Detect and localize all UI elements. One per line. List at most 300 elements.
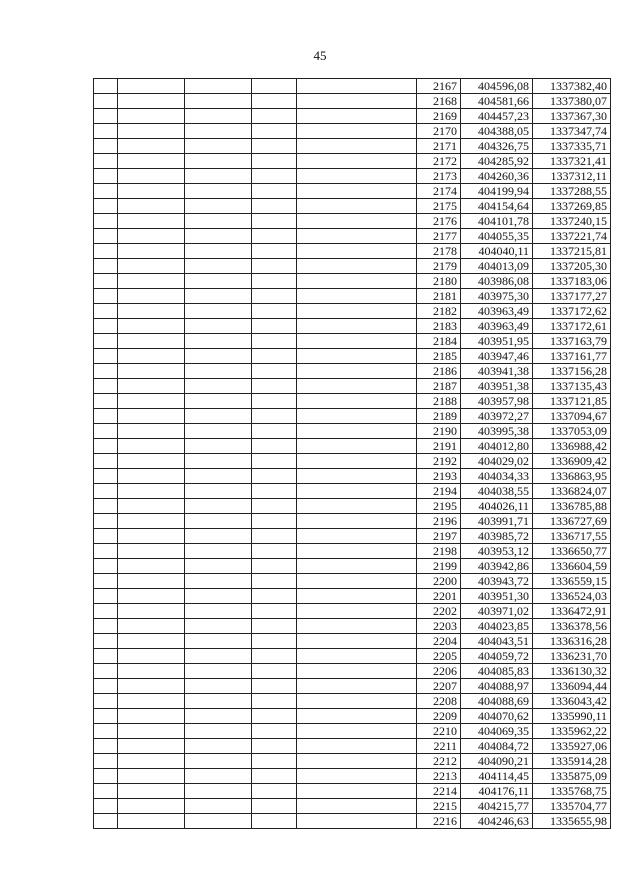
- empty-cell: [297, 94, 417, 109]
- empty-cell: [94, 334, 118, 349]
- y-coordinate-cell: 1337215,81: [533, 244, 611, 259]
- empty-cell: [185, 739, 252, 754]
- empty-cell: [252, 289, 297, 304]
- empty-cell: [252, 544, 297, 559]
- empty-cell: [252, 619, 297, 634]
- x-coordinate-cell: 404260,36: [461, 169, 533, 184]
- table-row: [94, 274, 611, 289]
- point-number-cell: 2206: [417, 664, 461, 679]
- x-coordinate-cell: 403986,08: [461, 274, 533, 289]
- point-number-cell: 2194: [417, 484, 461, 499]
- table-row: [94, 364, 611, 379]
- empty-cell: [297, 649, 417, 664]
- table-row: [94, 229, 611, 244]
- empty-cell: [252, 799, 297, 814]
- empty-cell: [118, 409, 185, 424]
- empty-cell: [94, 694, 118, 709]
- empty-cell: [252, 454, 297, 469]
- y-coordinate-cell: 1335768,75: [533, 784, 611, 799]
- x-coordinate-cell: 404069,35: [461, 724, 533, 739]
- empty-cell: [185, 139, 252, 154]
- empty-cell: [185, 559, 252, 574]
- empty-cell: [94, 94, 118, 109]
- empty-cell: [118, 439, 185, 454]
- empty-cell: [185, 289, 252, 304]
- y-coordinate-cell: 1335962,22: [533, 724, 611, 739]
- point-number-cell: 2208: [417, 694, 461, 709]
- empty-cell: [94, 529, 118, 544]
- empty-cell: [94, 319, 118, 334]
- empty-cell: [252, 334, 297, 349]
- empty-cell: [252, 364, 297, 379]
- empty-cell: [185, 199, 252, 214]
- empty-cell: [252, 154, 297, 169]
- point-number-cell: 2185: [417, 349, 461, 364]
- x-coordinate-cell: 404059,72: [461, 649, 533, 664]
- empty-cell: [297, 379, 417, 394]
- y-coordinate-cell: 1336043,42: [533, 694, 611, 709]
- empty-cell: [118, 544, 185, 559]
- table-row: [94, 664, 611, 679]
- x-coordinate-cell: 404090,21: [461, 754, 533, 769]
- x-coordinate-cell: 403975,30: [461, 289, 533, 304]
- empty-cell: [297, 229, 417, 244]
- y-coordinate-cell: 1336094,44: [533, 679, 611, 694]
- empty-cell: [94, 724, 118, 739]
- empty-cell: [252, 259, 297, 274]
- x-coordinate-cell: 403947,46: [461, 349, 533, 364]
- x-coordinate-cell: 404114,45: [461, 769, 533, 784]
- point-number-cell: 2184: [417, 334, 461, 349]
- empty-cell: [94, 604, 118, 619]
- x-coordinate-cell: 403963,49: [461, 319, 533, 334]
- y-coordinate-cell: 1336988,42: [533, 439, 611, 454]
- x-coordinate-cell: 403951,38: [461, 379, 533, 394]
- y-coordinate-cell: 1336472,91: [533, 604, 611, 619]
- y-coordinate-cell: 1335927,06: [533, 739, 611, 754]
- empty-cell: [252, 559, 297, 574]
- table-row: [94, 679, 611, 694]
- empty-cell: [252, 319, 297, 334]
- empty-cell: [297, 769, 417, 784]
- empty-cell: [297, 484, 417, 499]
- empty-cell: [94, 184, 118, 199]
- empty-cell: [185, 334, 252, 349]
- empty-cell: [94, 124, 118, 139]
- x-coordinate-cell: 404388,05: [461, 124, 533, 139]
- empty-cell: [94, 514, 118, 529]
- empty-cell: [252, 469, 297, 484]
- empty-cell: [185, 469, 252, 484]
- table-row: [94, 619, 611, 634]
- empty-cell: [297, 139, 417, 154]
- empty-cell: [297, 619, 417, 634]
- point-number-cell: 2215: [417, 799, 461, 814]
- x-coordinate-cell: 403953,12: [461, 544, 533, 559]
- table-row: [94, 814, 611, 829]
- empty-cell: [297, 319, 417, 334]
- empty-cell: [252, 439, 297, 454]
- table-row: [94, 784, 611, 799]
- empty-cell: [185, 619, 252, 634]
- table-row: [94, 799, 611, 814]
- empty-cell: [297, 799, 417, 814]
- table-row: [94, 139, 611, 154]
- empty-cell: [94, 454, 118, 469]
- table-row: [94, 259, 611, 274]
- point-number-cell: 2179: [417, 259, 461, 274]
- empty-cell: [252, 394, 297, 409]
- y-coordinate-cell: 1337094,67: [533, 409, 611, 424]
- point-number-cell: 2213: [417, 769, 461, 784]
- empty-cell: [252, 649, 297, 664]
- empty-cell: [252, 229, 297, 244]
- empty-cell: [118, 589, 185, 604]
- empty-cell: [118, 349, 185, 364]
- y-coordinate-cell: 1337121,85: [533, 394, 611, 409]
- empty-cell: [94, 784, 118, 799]
- table-row: [94, 649, 611, 664]
- point-number-cell: 2182: [417, 304, 461, 319]
- empty-cell: [252, 424, 297, 439]
- x-coordinate-cell: 404038,55: [461, 484, 533, 499]
- empty-cell: [118, 559, 185, 574]
- empty-cell: [252, 169, 297, 184]
- empty-cell: [118, 469, 185, 484]
- empty-cell: [118, 454, 185, 469]
- empty-cell: [297, 634, 417, 649]
- empty-cell: [118, 244, 185, 259]
- y-coordinate-cell: 1337053,09: [533, 424, 611, 439]
- empty-cell: [252, 124, 297, 139]
- empty-cell: [185, 394, 252, 409]
- empty-cell: [118, 274, 185, 289]
- empty-cell: [297, 574, 417, 589]
- empty-cell: [118, 139, 185, 154]
- point-number-cell: 2212: [417, 754, 461, 769]
- empty-cell: [118, 169, 185, 184]
- empty-cell: [118, 379, 185, 394]
- empty-cell: [118, 499, 185, 514]
- empty-cell: [252, 484, 297, 499]
- empty-cell: [185, 364, 252, 379]
- x-coordinate-cell: 404070,62: [461, 709, 533, 724]
- point-number-cell: 2187: [417, 379, 461, 394]
- point-number-cell: 2203: [417, 619, 461, 634]
- y-coordinate-cell: 1337135,43: [533, 379, 611, 394]
- empty-cell: [185, 514, 252, 529]
- y-coordinate-cell: 1336863,95: [533, 469, 611, 484]
- y-coordinate-cell: 1336604,59: [533, 559, 611, 574]
- empty-cell: [185, 814, 252, 829]
- y-coordinate-cell: 1335704,77: [533, 799, 611, 814]
- empty-cell: [297, 754, 417, 769]
- empty-cell: [118, 649, 185, 664]
- empty-cell: [297, 79, 417, 94]
- empty-cell: [94, 79, 118, 94]
- empty-cell: [297, 604, 417, 619]
- point-number-cell: 2175: [417, 199, 461, 214]
- empty-cell: [185, 244, 252, 259]
- empty-cell: [185, 154, 252, 169]
- y-coordinate-cell: 1337367,30: [533, 109, 611, 124]
- point-number-cell: 2192: [417, 454, 461, 469]
- x-coordinate-cell: 404034,33: [461, 469, 533, 484]
- empty-cell: [118, 364, 185, 379]
- empty-cell: [297, 469, 417, 484]
- table-row: [94, 469, 611, 484]
- empty-cell: [94, 364, 118, 379]
- empty-cell: [94, 589, 118, 604]
- empty-cell: [118, 664, 185, 679]
- empty-cell: [297, 439, 417, 454]
- empty-cell: [118, 574, 185, 589]
- empty-cell: [94, 649, 118, 664]
- x-coordinate-cell: 404199,94: [461, 184, 533, 199]
- empty-cell: [252, 304, 297, 319]
- x-coordinate-cell: 404012,80: [461, 439, 533, 454]
- table-row: [94, 769, 611, 784]
- x-coordinate-cell: 404581,66: [461, 94, 533, 109]
- point-number-cell: 2176: [417, 214, 461, 229]
- point-number-cell: 2199: [417, 559, 461, 574]
- empty-cell: [252, 769, 297, 784]
- empty-cell: [118, 394, 185, 409]
- point-number-cell: 2202: [417, 604, 461, 619]
- point-number-cell: 2191: [417, 439, 461, 454]
- x-coordinate-cell: 403985,72: [461, 529, 533, 544]
- table-body: [94, 79, 611, 829]
- empty-cell: [94, 439, 118, 454]
- empty-cell: [94, 559, 118, 574]
- empty-cell: [252, 184, 297, 199]
- empty-cell: [185, 454, 252, 469]
- point-number-cell: 2200: [417, 574, 461, 589]
- table-row: [94, 544, 611, 559]
- empty-cell: [118, 214, 185, 229]
- x-coordinate-cell: 403991,71: [461, 514, 533, 529]
- y-coordinate-cell: 1337382,40: [533, 79, 611, 94]
- table-row: [94, 574, 611, 589]
- point-number-cell: 2207: [417, 679, 461, 694]
- y-coordinate-cell: 1337172,62: [533, 304, 611, 319]
- empty-cell: [94, 169, 118, 184]
- empty-cell: [94, 469, 118, 484]
- empty-cell: [118, 334, 185, 349]
- table-row: [94, 724, 611, 739]
- empty-cell: [252, 709, 297, 724]
- empty-cell: [118, 679, 185, 694]
- empty-cell: [94, 349, 118, 364]
- y-coordinate-cell: 1337335,71: [533, 139, 611, 154]
- table-row: [94, 709, 611, 724]
- point-number-cell: 2183: [417, 319, 461, 334]
- table-row: [94, 694, 611, 709]
- table-row: [94, 379, 611, 394]
- empty-cell: [118, 739, 185, 754]
- empty-cell: [94, 289, 118, 304]
- table-row: [94, 154, 611, 169]
- empty-cell: [297, 274, 417, 289]
- point-number-cell: 2173: [417, 169, 461, 184]
- empty-cell: [297, 109, 417, 124]
- point-number-cell: 2210: [417, 724, 461, 739]
- x-coordinate-cell: 403951,95: [461, 334, 533, 349]
- empty-cell: [252, 109, 297, 124]
- x-coordinate-cell: 404085,83: [461, 664, 533, 679]
- table-row: [94, 454, 611, 469]
- empty-cell: [297, 424, 417, 439]
- empty-cell: [252, 634, 297, 649]
- empty-cell: [185, 769, 252, 784]
- x-coordinate-cell: 404055,35: [461, 229, 533, 244]
- empty-cell: [118, 154, 185, 169]
- point-number-cell: 2169: [417, 109, 461, 124]
- point-number-cell: 2170: [417, 124, 461, 139]
- point-number-cell: 2197: [417, 529, 461, 544]
- empty-cell: [94, 229, 118, 244]
- y-coordinate-cell: 1337312,11: [533, 169, 611, 184]
- table-row: [94, 319, 611, 334]
- empty-cell: [252, 79, 297, 94]
- empty-cell: [252, 199, 297, 214]
- empty-cell: [297, 349, 417, 364]
- empty-cell: [185, 529, 252, 544]
- empty-cell: [297, 184, 417, 199]
- empty-cell: [94, 154, 118, 169]
- empty-cell: [185, 799, 252, 814]
- table-row: [94, 514, 611, 529]
- empty-cell: [252, 409, 297, 424]
- empty-cell: [118, 754, 185, 769]
- empty-cell: [94, 769, 118, 784]
- point-number-cell: 2186: [417, 364, 461, 379]
- table-row: [94, 754, 611, 769]
- empty-cell: [118, 319, 185, 334]
- empty-cell: [252, 349, 297, 364]
- empty-cell: [118, 94, 185, 109]
- empty-cell: [252, 589, 297, 604]
- empty-cell: [297, 544, 417, 559]
- y-coordinate-cell: 1336824,07: [533, 484, 611, 499]
- x-coordinate-cell: 403943,72: [461, 574, 533, 589]
- coordinates-table: [93, 78, 611, 829]
- empty-cell: [185, 499, 252, 514]
- y-coordinate-cell: 1336909,42: [533, 454, 611, 469]
- table-row: [94, 439, 611, 454]
- empty-cell: [252, 724, 297, 739]
- table-row: [94, 394, 611, 409]
- empty-cell: [118, 769, 185, 784]
- empty-cell: [118, 514, 185, 529]
- x-coordinate-cell: 403963,49: [461, 304, 533, 319]
- table-row: [94, 124, 611, 139]
- empty-cell: [297, 664, 417, 679]
- table-row: [94, 109, 611, 124]
- empty-cell: [118, 724, 185, 739]
- x-coordinate-cell: 404246,63: [461, 814, 533, 829]
- point-number-cell: 2193: [417, 469, 461, 484]
- x-coordinate-cell: 404596,08: [461, 79, 533, 94]
- empty-cell: [252, 94, 297, 109]
- point-number-cell: 2201: [417, 589, 461, 604]
- empty-cell: [185, 229, 252, 244]
- empty-cell: [297, 514, 417, 529]
- empty-cell: [297, 814, 417, 829]
- empty-cell: [297, 499, 417, 514]
- y-coordinate-cell: 1337269,85: [533, 199, 611, 214]
- x-coordinate-cell: 403995,38: [461, 424, 533, 439]
- empty-cell: [185, 349, 252, 364]
- empty-cell: [185, 694, 252, 709]
- empty-cell: [118, 79, 185, 94]
- y-coordinate-cell: 1335655,98: [533, 814, 611, 829]
- y-coordinate-cell: 1337321,41: [533, 154, 611, 169]
- empty-cell: [297, 724, 417, 739]
- empty-cell: [297, 394, 417, 409]
- x-coordinate-cell: 404285,92: [461, 154, 533, 169]
- empty-cell: [118, 634, 185, 649]
- empty-cell: [297, 454, 417, 469]
- y-coordinate-cell: 1336316,28: [533, 634, 611, 649]
- y-coordinate-cell: 1335914,28: [533, 754, 611, 769]
- page-number: 45: [313, 48, 327, 63]
- empty-cell: [297, 244, 417, 259]
- empty-cell: [297, 214, 417, 229]
- table-row: [94, 529, 611, 544]
- empty-cell: [252, 274, 297, 289]
- empty-cell: [94, 709, 118, 724]
- empty-cell: [297, 679, 417, 694]
- empty-cell: [118, 424, 185, 439]
- table-row: [94, 424, 611, 439]
- empty-cell: [118, 709, 185, 724]
- empty-cell: [185, 94, 252, 109]
- x-coordinate-cell: 404088,97: [461, 679, 533, 694]
- empty-cell: [118, 184, 185, 199]
- empty-cell: [185, 754, 252, 769]
- empty-cell: [252, 514, 297, 529]
- x-coordinate-cell: 403971,02: [461, 604, 533, 619]
- empty-cell: [185, 544, 252, 559]
- empty-cell: [94, 139, 118, 154]
- empty-cell: [94, 499, 118, 514]
- empty-cell: [94, 634, 118, 649]
- x-coordinate-cell: 404040,11: [461, 244, 533, 259]
- table-row: [94, 349, 611, 364]
- empty-cell: [297, 784, 417, 799]
- table-row: [94, 199, 611, 214]
- table-row: [94, 589, 611, 604]
- table-row: [94, 184, 611, 199]
- y-coordinate-cell: 1336727,69: [533, 514, 611, 529]
- empty-cell: [94, 109, 118, 124]
- point-number-cell: 2190: [417, 424, 461, 439]
- empty-cell: [94, 484, 118, 499]
- empty-cell: [118, 109, 185, 124]
- empty-cell: [297, 334, 417, 349]
- y-coordinate-cell: 1336378,56: [533, 619, 611, 634]
- x-coordinate-cell: 404084,72: [461, 739, 533, 754]
- empty-cell: [94, 619, 118, 634]
- empty-cell: [252, 214, 297, 229]
- point-number-cell: 2168: [417, 94, 461, 109]
- table-row: [94, 499, 611, 514]
- y-coordinate-cell: 1336650,77: [533, 544, 611, 559]
- point-number-cell: 2174: [417, 184, 461, 199]
- empty-cell: [252, 784, 297, 799]
- empty-cell: [297, 169, 417, 184]
